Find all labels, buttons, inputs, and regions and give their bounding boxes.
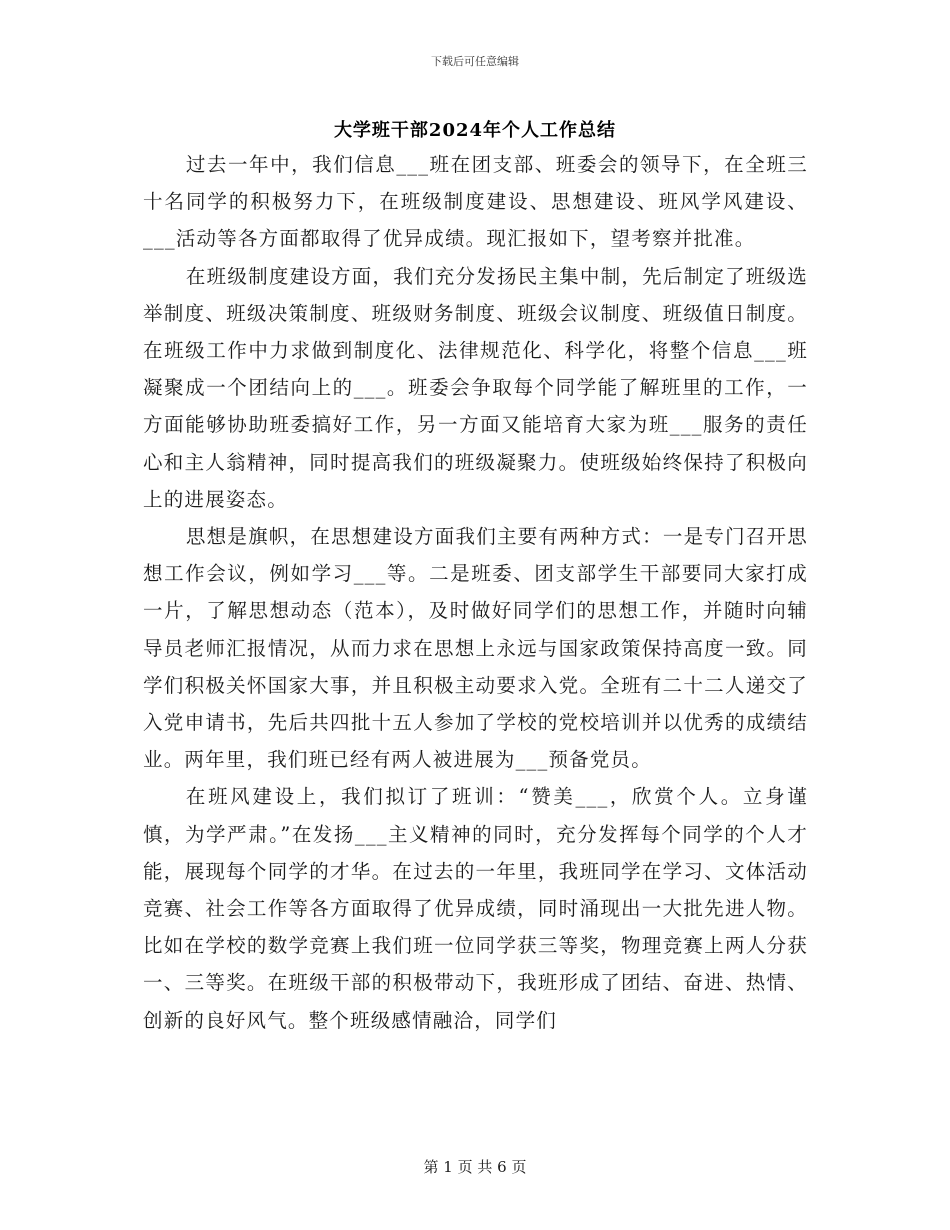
paragraph-intro: 过去一年中，我们信息___班在团支部、班委会的领导下，在全班三十名同学的积极努力下，在班级制度建设、思想建设、班风学风建设、___活动等各方面都取得了优异成绩。现汇报如下，望考察并批准。 — [143, 153, 808, 251]
paragraph-class-style: 在班风建设上，我们拟订了班训：“赞美___，欣赏个人。立身谨慎，为学严肃。”在发扬___主义精神的同时，充分发挥每个同学的个人才能，展现每个同学的才华。在过去的一年里，我班同学在学习、文体活动竞赛、社会工作等各方面取得了优异成绩，同时涌现出一大批先进人物。比如在学校的数学竞赛上我们班一位同学获三等奖，物理竞赛上两人分获一、三等奖。在班级干部的积极带动下，我班形成了团结、奋进、热情、创新的良好风气。整个班级感情融洽，同学们 — [143, 785, 808, 1032]
document-title: 大学班干部2024年个人工作总结 — [333, 120, 617, 141]
paragraph-system-building: 在班级制度建设方面，我们充分发扬民主集中制，先后制定了班级选举制度、班级决策制度、班级财务制度、班级会议制度、班级值日制度。在班级工作中力求做到制度化、法律规范化、科学化，将整个信息___班凝聚成一个团结向上的___。班委会争取每个同学能了解班里的工作，一方面能够协助班委搞好工作，另一方面又能培育大家为班___服务的责任心和主人翁精神，同时提高我们的班级凝聚力。使班级始终保持了积极向上的进展姿态。 — [143, 264, 808, 511]
download-note: 下载后可任意编辑 — [431, 55, 519, 68]
paragraph-ideology-building: 思想是旗帜，在思想建设方面我们主要有两种方式：一是专门召开思想工作会议，例如学习___等。二是班委、团支部学生干部要同大家打成一片，了解思想动态（范本），及时做好同学们的思想工作，并随时向辅导员老师汇报情况，从而力求在思想上永远与国家政策保持高度一致。同学们积极关怀国家大事，并且积极主动要求入党。全班有二十二人递交了入党申请书，先后共四批十五人参加了学校的党校培训并以优秀的成绩结业。两年里，我们班已经有两人被进展为___预备党员。 — [143, 525, 808, 772]
document-body — [143, 146, 808, 1039]
page-number: 第 1 页 共 6 页 — [423, 1158, 527, 1176]
